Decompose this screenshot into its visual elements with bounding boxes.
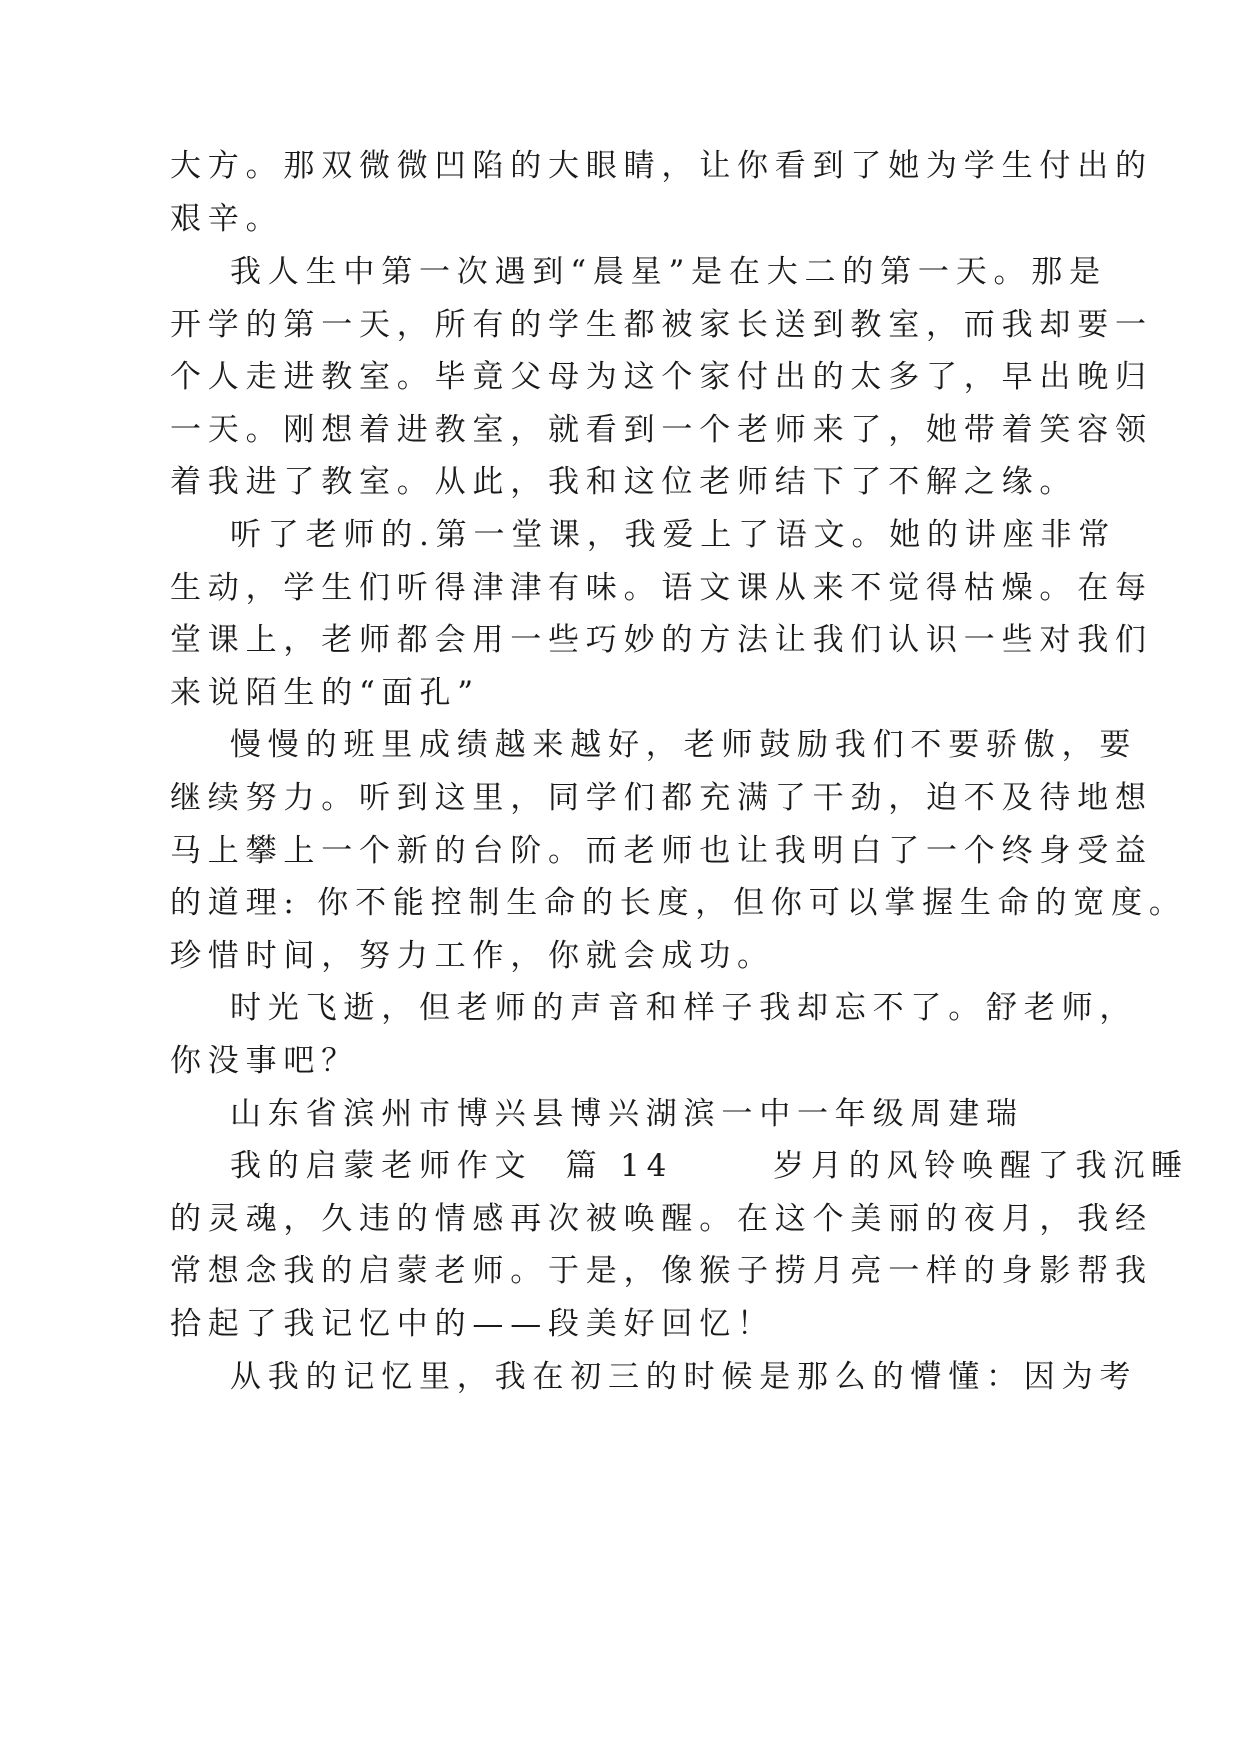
text-line: 从我的记忆里，我在初三的时候是那么的懵懂：因为考 [230, 1359, 1138, 1395]
text-line: 来说陌生的“面孔” [170, 675, 480, 711]
text-line: 你没事吧？ [170, 1043, 359, 1079]
text-line: 个人走进教室。毕竟父母为这个家付出的太多了，早出晚归 [170, 359, 1153, 395]
text-line: 珍惜时间，努力工作，你就会成功。 [170, 938, 775, 974]
text-line: 拾起了我记忆中的——段美好回忆！ [170, 1306, 775, 1342]
text-line: 开学的第一天，所有的学生都被家长送到教室，而我却要一 [170, 307, 1153, 343]
text-line: 着我进了教室。从此，我和这位老师结下了不解之缘。 [170, 464, 1078, 500]
text-line: 一天。刚想着进教室，就看到一个老师来了，她带着笑容领 [170, 412, 1153, 448]
text-line: 的灵魂，久违的情感再次被唤醒。在这个美丽的夜月，我经 [170, 1201, 1153, 1237]
text-line: 生动，学生们听得津津有味。语文课从来不觉得枯燥。在每 [170, 570, 1153, 606]
text-line: 继续努力。听到这里，同学们都充满了干劲，迫不及待地想 [170, 780, 1153, 816]
text-line: 堂课上，老师都会用一些巧妙的方法让我们认识一些对我们 [170, 622, 1153, 658]
text-line: 的道理: 你不能控制生命的长度，但你可以掌握生命的宽度。 [170, 885, 1187, 921]
text-line: 我的启蒙老师作文 篇 14 岁月的风铃唤醒了我沉睡 [230, 1148, 1189, 1184]
text-line: 慢慢的班里成绩越来越好，老师鼓励我们不要骄傲，要 [230, 727, 1138, 763]
text-line: 听了老师的.第一堂课，我爱上了语文。她的讲座非常 [230, 517, 1117, 553]
text-line: 马上攀上一个新的台阶。而老师也让我明白了一个终身受益 [170, 833, 1153, 869]
text-line: 山东省滨州市博兴县博兴湖滨一中一年级周建瑞 [230, 1096, 1024, 1132]
text-line: 常想念我的启蒙老师。于是，像猴子捞月亮一样的身影帮我 [170, 1253, 1153, 1289]
text-line: 大方。那双微微凹陷的大眼睛，让你看到了她为学生付出的 [170, 148, 1153, 184]
text-line: 我人生中第一次遇到“晨星”是在大二的第一天。那是 [230, 254, 1107, 290]
text-line: 艰辛。 [170, 201, 284, 237]
text-line: 时光飞逝，但老师的声音和样子我却忘不了。舒老师， [230, 990, 1138, 1026]
